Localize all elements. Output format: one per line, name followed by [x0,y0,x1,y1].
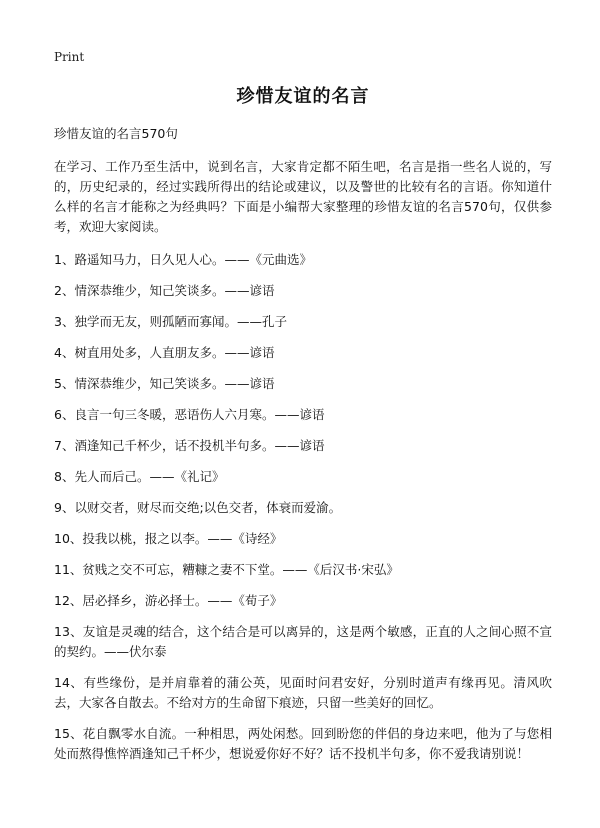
quote-item: 13、友谊是灵魂的结合，这个结合是可以离异的，这是两个敏感，正直的人之间心照不宣的契约。——伏尔泰 [54,623,552,659]
quote-item: 10、投我以桃，报之以李。——《诗经》 [54,530,283,546]
quote-list [54,250,552,764]
quote-item: 9、以财交者，财尽而交绝;以色交者，体衰而爱渝。 [54,499,342,515]
quote-item: 11、贫贱之交不可忘，糟糠之妻不下堂。——《后汉书·宋弘》 [54,561,399,577]
quote-item: 6、良言一句三冬暖，恶语伤人六月寒。——谚语 [54,406,325,422]
quote-item: 7、酒逢知己千杯少，话不投机半句多。——谚语 [54,437,325,453]
quote-item: 3、独学而无友，则孤陋而寡闻。——孔子 [54,313,287,329]
intro-paragraph: 在学习、工作乃至生活中，说到名言，大家肯定都不陌生吧，名言是指一些名人说的，写的，历史纪录的，经过实践所得出的结论或建议，以及警世的比较有名的言语。你知道什么样的名言才能称之为经典吗？下面是小编帮大家整理的珍惜友谊的名言570句，仅供参考，欢迎大家阅读。 [54,159,552,234]
quote-item: 4、树直用处多，人直朋友多。——谚语 [54,344,275,360]
quote-item: 8、先人而后己。——《礼记》 [54,468,225,484]
quote-item: 1、路遥知马力，日久见人心。——《元曲选》 [54,251,312,267]
quote-item: 2、情深恭维少，知己笑谈多。——谚语 [54,282,275,298]
page-title: 珍惜友谊的名言 [236,86,370,107]
quote-item: 15、花自飘零水自流。一种相思，两处闲愁。回到盼您的伴侣的身边来吧，他为了与您相处而熬得憔悴酒逢知己千杯少，想说爱你好不好？话不投机半句多，你不爱我请别说！ [54,725,552,761]
document-subtitle: 珍惜友谊的名言570句 [54,126,178,141]
quote-item: 14、有些缘份，是并肩靠着的蒲公英，见面时问君安好，分别时道声有缘再见。清风吹去，大家各自散去。不给对方的生命留下痕迹，只留一些美好的回忆。 [54,674,552,710]
print-link[interactable]: Print [54,50,85,64]
quote-item: 12、居必择乡，游必择士。——《荀子》 [54,592,283,608]
quote-item: 5、情深恭维少，知己笑谈多。——谚语 [54,375,275,391]
